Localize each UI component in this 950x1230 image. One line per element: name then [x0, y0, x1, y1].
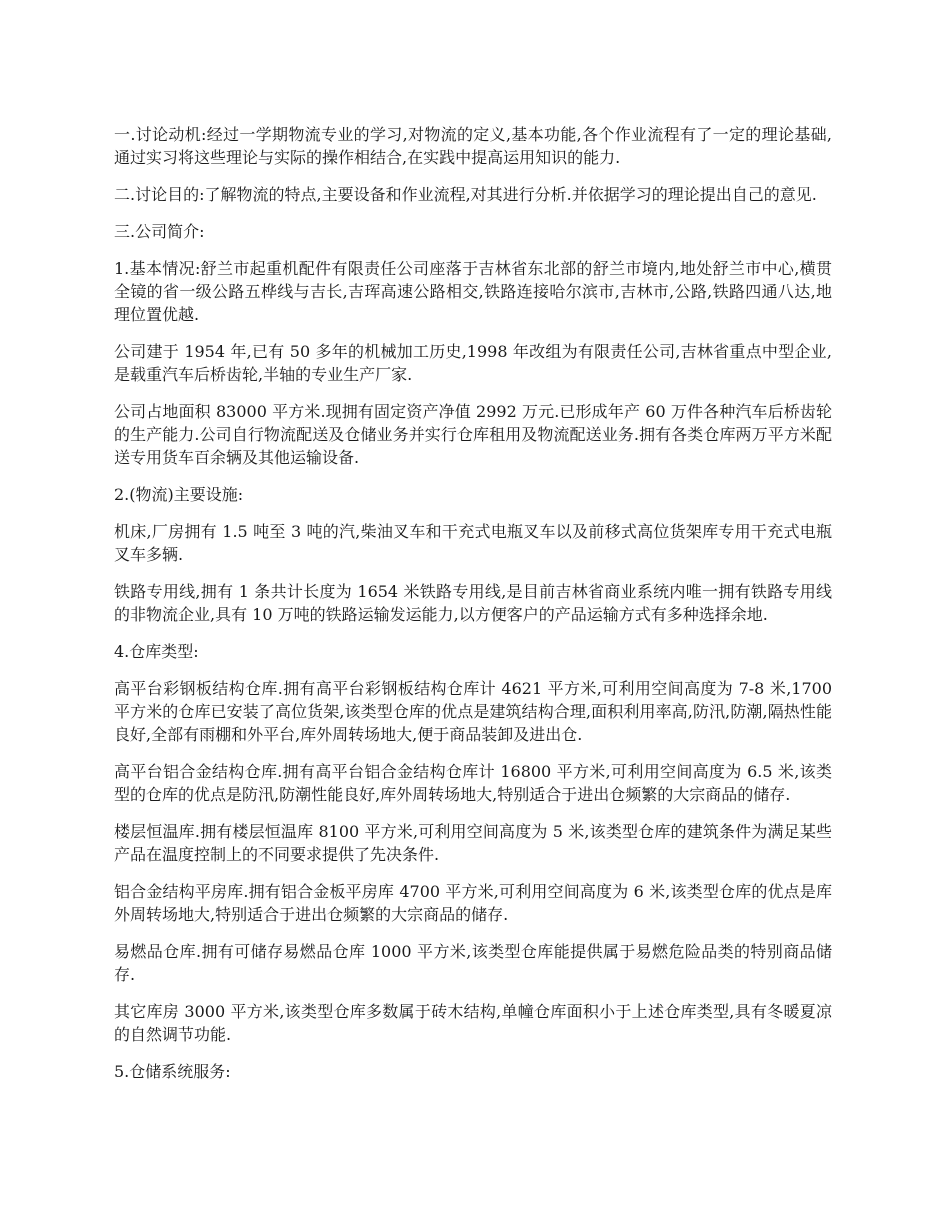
paragraph-forklifts: 机床,厂房拥有 1.5 吨至 3 吨的汽,柴油叉车和干充式电瓶叉车以及前移式高位货架库专用干充式电瓶叉车多辆.	[114, 522, 832, 564]
paragraph-flammable-warehouse: 易燃品仓库.拥有可储存易燃品仓库 1000 平方米,该类型仓库能提供属于易燃危险品类的特别商品储存.	[114, 942, 832, 984]
paragraph-company-history: 公司建于 1954 年,已有 50 多年的机械加工历史,1998 年改组为有限责任公司,吉林省重点中型企业,是载重汽车后桥齿轮,半轴的专业生产厂家.	[114, 342, 832, 384]
paragraph-railway-line: 铁路专用线,拥有 1 条共计长度为 1654 米铁路专用线,是目前吉林省商业系统内唯一拥有铁路专用线的非物流企业,具有 10 万吨的铁路运输发运能力,以方便客户的产品运输方式有多种选择余地.	[114, 582, 832, 624]
heading-storage-services: 5.仓储系统服务:	[114, 1062, 231, 1081]
heading-company-intro: 三.公司简介:	[114, 222, 205, 241]
heading-warehouse-types: 4.仓库类型:	[114, 642, 199, 661]
paragraph-single-storey-warehouse: 铝合金结构平房库.拥有铝合金板平房库 4700 平方米,可利用空间高度为 6 米,该类型仓库的优点是库外周转场地大,特别适合于进出仓频繁的大宗商品的储存.	[114, 882, 832, 924]
paragraph-aluminum-warehouse: 高平台铝合金结构仓库.拥有高平台铝合金结构仓库计 16800 平方米,可利用空间高度为 6.5 米,该类型的仓库的优点是防汛,防潮性能良好,库外周转场地大,特别适合于进出仓频繁的大宗商品的储存.	[114, 762, 832, 804]
paragraph-company-assets: 公司占地面积 83000 平方米.现拥有固定资产净值 2992 万元.已形成年产 60 万件各种汽车后桥齿轮的生产能力.公司自行物流配送及仓储业务并实行仓库租用及物流配送业务.拥有各类仓库两万平方米配送专用货车百余辆及其他运输设备.	[114, 402, 832, 467]
paragraph-thermostatic-warehouse: 楼层恒温库.拥有楼层恒温库 8100 平方米,可利用空间高度为 5 米,该类型仓库的建筑条件为满足某些产品在温度控制上的不同要求提供了先决条件.	[114, 822, 832, 864]
paragraph-steel-warehouse: 高平台彩钢板结构仓库.拥有高平台彩钢板结构仓库计 4621 平方米,可利用空间高度为 7-8 米,1700 平方米的仓库已安装了高位货架,该类型仓库的优点是建筑结构合理,面积利用率高,防汛,防潮,隔热性能良好,全部有雨棚和外平台,库外周转场地大,便于商品装卸及进出仓.	[114, 679, 832, 744]
document-body	[114, 123, 832, 1097]
heading-main-facilities: 2.(物流)主要设施:	[114, 485, 244, 504]
paragraph-discussion-motive: 一.讨论动机:经过一学期物流专业的学习,对物流的定义,基本功能,各个作业流程有了一定的理论基础,通过实习将这些理论与实际的操作相结合,在实践中提高运用知识的能力.	[114, 125, 832, 167]
paragraph-other-warehouses: 其它库房 3000 平方米,该类型仓库多数属于砖木结构,单幢仓库面积小于上述仓库类型,具有冬暖夏凉的自然调节功能.	[114, 1002, 832, 1044]
paragraph-discussion-purpose: 二.讨论目的:了解物流的特点,主要设备和作业流程,对其进行分析.并依据学习的理论提出自己的意见.	[114, 185, 817, 204]
paragraph-basic-info: 1.基本情况:舒兰市起重机配件有限责任公司座落于吉林省东北部的舒兰市境内,地处舒兰市中心,横贯全镜的省一级公路五桦线与吉长,吉珲高速公路相交,铁路连接哈尔滨市,吉林市,公路,铁路四通八达,地理位置优越.	[114, 259, 832, 324]
